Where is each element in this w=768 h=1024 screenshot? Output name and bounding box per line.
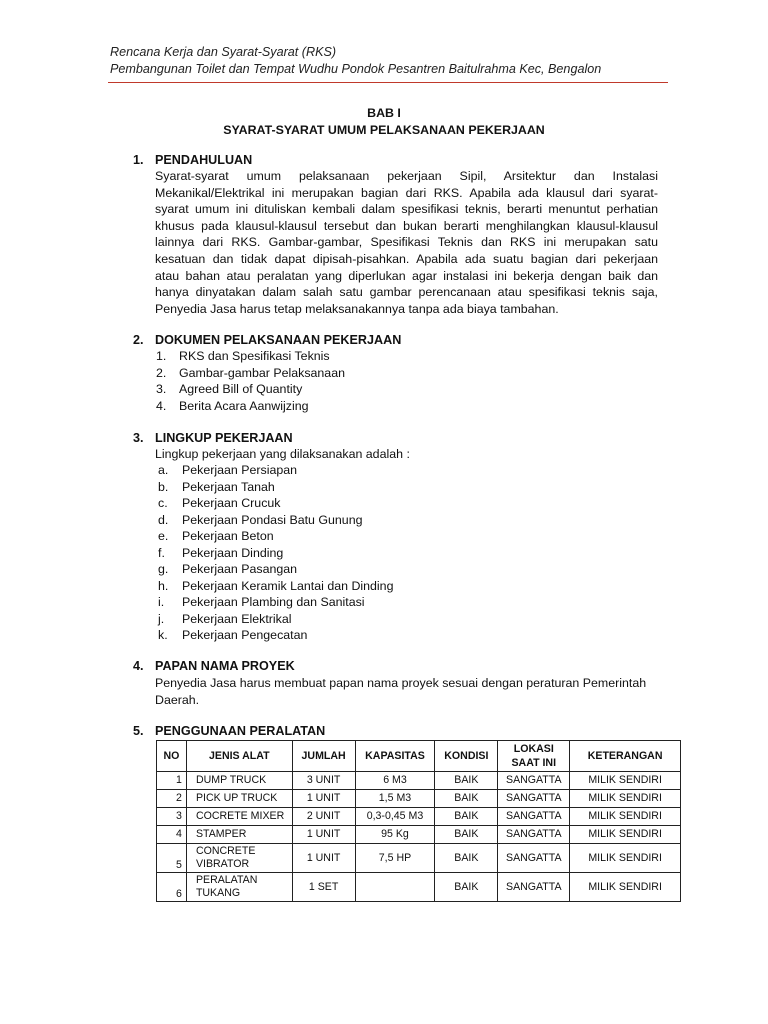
cell-lokasi: SANGATTA bbox=[498, 790, 570, 808]
list-marker: a. bbox=[158, 463, 169, 477]
running-header bbox=[110, 44, 601, 78]
column-header-kapasitas: KAPASITAS bbox=[355, 741, 435, 772]
cell-jenis-alat-line-1: PERALATAN bbox=[195, 874, 258, 886]
table-row bbox=[157, 772, 681, 790]
list-item-text: Pekerjaan Dinding bbox=[182, 545, 284, 560]
cell-jumlah: 1 UNIT bbox=[292, 844, 355, 873]
cell-jenis-alat: DUMP TRUCK bbox=[186, 772, 292, 790]
section-title: LINGKUP PEKERJAAN bbox=[155, 431, 293, 445]
list-marker: i. bbox=[158, 595, 165, 609]
section-number: 2. bbox=[133, 333, 144, 347]
list-item-text: Pekerjaan Plambing dan Sanitasi bbox=[182, 595, 365, 609]
paragraph-line: kesatuan dan tidak dapat dipisah-pisahkan. Apabila ada suatu bagian dari pekerjaan bbox=[155, 251, 658, 266]
cell-no: 2 bbox=[157, 790, 187, 808]
section-number: 3. bbox=[133, 431, 144, 445]
chapter-label: BAB I bbox=[367, 106, 401, 120]
cell-jenis-alat-line-2: TUKANG bbox=[195, 887, 241, 899]
column-header-jenis-alat: JENIS ALAT bbox=[186, 741, 292, 772]
cell-kapasitas: 6 M3 bbox=[355, 772, 435, 790]
column-header-keterangan: KETERANGAN bbox=[570, 741, 681, 772]
cell-lokasi: SANGATTA bbox=[498, 772, 570, 790]
cell-kondisi: BAIK bbox=[435, 790, 498, 808]
cell-lokasi: SANGATTA bbox=[498, 826, 570, 844]
cell-kondisi: BAIK bbox=[435, 772, 498, 790]
table-row bbox=[157, 808, 681, 826]
paragraph-line: Lingkup pekerjaan yang dilaksanakan adalah : bbox=[155, 447, 410, 461]
cell-kondisi: BAIK bbox=[435, 808, 498, 826]
column-header-lokasi-line-2: SAAT INI bbox=[511, 757, 557, 769]
column-header-no: NO bbox=[157, 741, 187, 772]
section-number: 5. bbox=[133, 724, 144, 738]
list-marker: j. bbox=[158, 611, 165, 626]
list-item-text: RKS dan Spesifikasi Teknis bbox=[179, 349, 330, 363]
list-marker: 2. bbox=[156, 365, 167, 380]
column-header-kondisi: KONDISI bbox=[435, 741, 498, 772]
list-item-text: Pekerjaan Pengecatan bbox=[182, 628, 308, 642]
paragraph-line: atau bahan atau peralatan yang diperlukan agar instalasi ini bekerja dengan baik dan bbox=[155, 268, 658, 283]
section-3-intro bbox=[155, 446, 658, 463]
cell-jenis-alat bbox=[186, 844, 292, 873]
cell-no: 3 bbox=[157, 808, 187, 826]
cell-no: 4 bbox=[157, 826, 187, 844]
cell-kondisi: BAIK bbox=[435, 826, 498, 844]
list-marker: g. bbox=[158, 562, 169, 576]
list-marker: k. bbox=[158, 628, 168, 642]
chapter-title: SYARAT-SYARAT UMUM PELAKSANAAN PEKERJAAN bbox=[223, 123, 545, 137]
cell-keterangan: MILIK SENDIRI bbox=[570, 844, 681, 873]
section-title: PENGGUNAAN PERALATAN bbox=[155, 724, 326, 738]
cell-lokasi: SANGATTA bbox=[498, 844, 570, 873]
paragraph-line: lainnya dari RKS. Gambar-gambar, Spesifikasi Teknis dan RKS ini merupakan satu bbox=[155, 235, 658, 250]
list-item-text: Pekerjaan Pasangan bbox=[182, 562, 298, 576]
paragraph-line: Mekanikal/Elektrikal ini merupakan bagian dari RKS. Apabila ada klausul dari syarat- bbox=[155, 185, 658, 200]
cell-kapasitas: 1,5 M3 bbox=[355, 790, 435, 808]
cell-jenis-alat-line-1: CONCRETE bbox=[195, 845, 256, 857]
list-marker: f. bbox=[158, 545, 165, 560]
section-title: PAPAN NAMA PROYEK bbox=[155, 659, 295, 673]
table-row bbox=[157, 826, 681, 844]
section-4-paragraph bbox=[155, 675, 658, 708]
list-item-text: Pekerjaan Pondasi Batu Gunung bbox=[182, 512, 363, 527]
cell-keterangan: MILIK SENDIRI bbox=[570, 826, 681, 844]
header-line-2: Pembangunan Toilet dan Tempat Wudhu Pondok Pesantren Baitulrahma Kec, Bengalon bbox=[110, 62, 602, 76]
list-marker: c. bbox=[158, 496, 168, 510]
list-marker: 4. bbox=[156, 398, 167, 413]
cell-jenis-alat: PICK UP TRUCK bbox=[186, 790, 292, 808]
list-item-text: Pekerjaan Crucuk bbox=[182, 496, 281, 510]
paragraph-line: Penyedia Jasa harus membuat papan nama proyek sesuai dengan peraturan Pemerintah bbox=[155, 676, 647, 690]
cell-jumlah: 2 UNIT bbox=[292, 808, 355, 826]
column-header-lokasi bbox=[498, 741, 570, 772]
paragraph-line: khusus pada klausul-klausul tersebut dan bukan berarti menghilangkan klausul-klausul bbox=[155, 218, 658, 233]
cell-jumlah: 3 UNIT bbox=[292, 772, 355, 790]
cell-jumlah: 1 SET bbox=[292, 873, 355, 902]
paragraph-line: hanya dinyatakan dalam salah satu gambar perencanaan atau spesifikasi teknis saja, bbox=[155, 285, 658, 300]
cell-kondisi: BAIK bbox=[435, 844, 498, 873]
cell-no: 1 bbox=[157, 772, 187, 790]
list-marker: e. bbox=[158, 529, 169, 543]
cell-kapasitas: 7,5 HP bbox=[355, 844, 435, 873]
cell-jumlah: 1 UNIT bbox=[292, 790, 355, 808]
list-item-text: Pekerjaan Tanah bbox=[182, 479, 275, 494]
list-item-text: Pekerjaan Elektrikal bbox=[182, 611, 292, 626]
list-marker: 1. bbox=[156, 349, 167, 363]
cell-kondisi: BAIK bbox=[435, 873, 498, 902]
cell-kapasitas: 0,3-0,45 M3 bbox=[355, 808, 435, 826]
table-row bbox=[157, 790, 681, 808]
section-title: DOKUMEN PELAKSANAAN PEKERJAAN bbox=[155, 333, 402, 347]
cell-keterangan: MILIK SENDIRI bbox=[570, 873, 681, 902]
cell-jenis-alat: STAMPER bbox=[186, 826, 292, 844]
table-row bbox=[157, 873, 681, 902]
paragraph-line: Syarat-syarat umum pelaksanaan pekerjaan Sipil, Arsitektur dan Instalasi bbox=[155, 169, 658, 183]
list-item-text: Berita Acara Aanwijzing bbox=[179, 398, 309, 413]
column-header-jumlah: JUMLAH bbox=[292, 741, 355, 772]
cell-lokasi: SANGATTA bbox=[498, 873, 570, 902]
header-line-1: Rencana Kerja dan Syarat-Syarat (RKS) bbox=[110, 45, 337, 59]
list-marker: b. bbox=[158, 479, 169, 494]
list-item-text: Pekerjaan Keramik Lantai dan Dinding bbox=[182, 578, 394, 593]
list-item-text: Agreed Bill of Quantity bbox=[179, 382, 303, 396]
list-marker: 3. bbox=[156, 382, 167, 396]
paragraph-line: Penyedia Jasa harus tetap melaksanakannya tanpa ada biaya tambahan. bbox=[155, 301, 559, 316]
paragraph-line: Daerah. bbox=[155, 692, 200, 707]
cell-jenis-alat-line-2: VIBRATOR bbox=[195, 858, 250, 870]
cell-keterangan: MILIK SENDIRI bbox=[570, 808, 681, 826]
column-header-lokasi-line-1: LOKASI bbox=[513, 743, 554, 755]
list-item-text: Gambar-gambar Pelaksanaan bbox=[179, 365, 345, 380]
cell-keterangan: MILIK SENDIRI bbox=[570, 772, 681, 790]
cell-kapasitas bbox=[355, 873, 435, 902]
cell-lokasi: SANGATTA bbox=[498, 808, 570, 826]
section-number: 4. bbox=[133, 659, 144, 673]
paragraph-line: syarat umum ini dituliskan kembali dalam spesifikasi teknis, berarti menuntut perhatian bbox=[155, 202, 658, 217]
table-header-row bbox=[157, 741, 681, 772]
cell-jenis-alat: COCRETE MIXER bbox=[186, 808, 292, 826]
list-item-text: Pekerjaan Persiapan bbox=[182, 463, 298, 477]
cell-jenis-alat bbox=[186, 873, 292, 902]
table-row bbox=[157, 844, 681, 873]
header-divider bbox=[108, 82, 668, 83]
cell-no: 6 bbox=[157, 873, 187, 902]
section-number: 1. bbox=[133, 153, 144, 167]
cell-kapasitas: 95 Kg bbox=[355, 826, 435, 844]
cell-jumlah: 1 UNIT bbox=[292, 826, 355, 844]
equipment-table bbox=[156, 740, 681, 902]
cell-no: 5 bbox=[157, 844, 187, 873]
list-item-text: Pekerjaan Beton bbox=[182, 529, 274, 543]
section-title: PENDAHULUAN bbox=[155, 153, 253, 167]
list-marker: d. bbox=[158, 512, 169, 527]
section-1-paragraph bbox=[155, 168, 658, 317]
list-marker: h. bbox=[158, 578, 169, 593]
cell-keterangan: MILIK SENDIRI bbox=[570, 790, 681, 808]
